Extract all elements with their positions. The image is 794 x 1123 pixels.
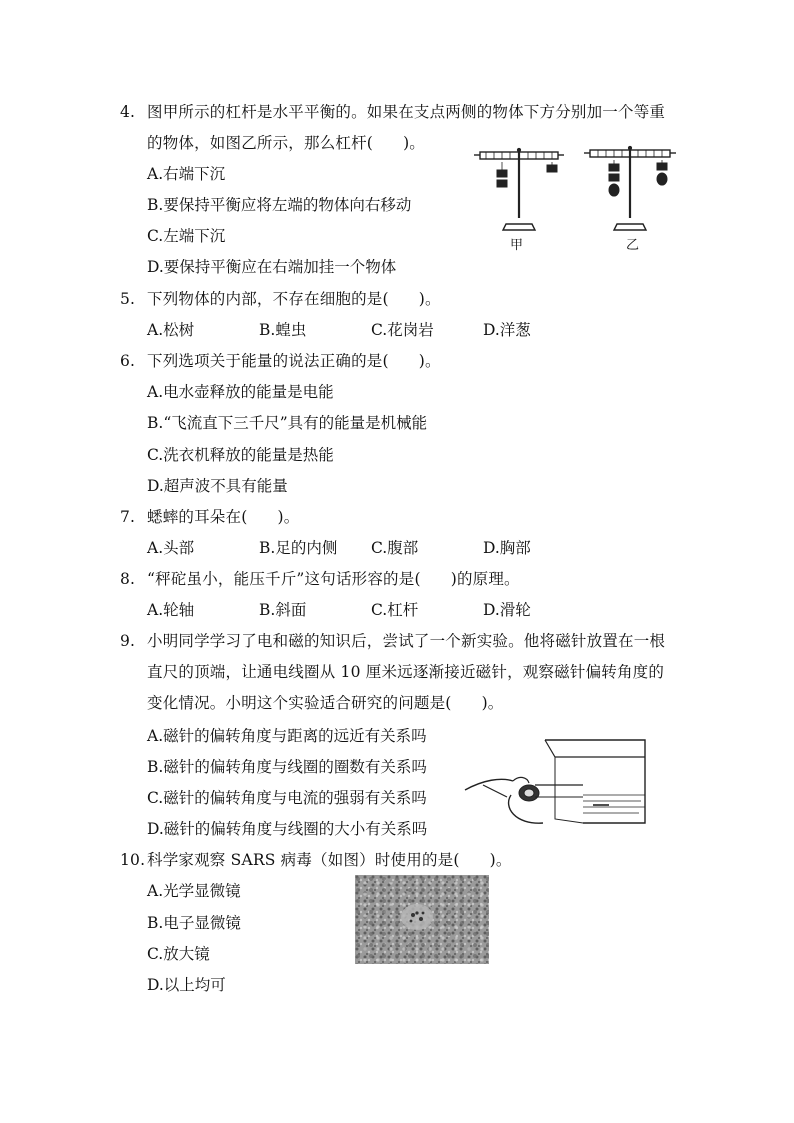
q10-option-b[interactable]: B.电子显微镜 [147,914,241,932]
q7-option-b[interactable]: B.足的内侧 [259,539,338,557]
q4-option-d[interactable]: D.要保持平衡应在右端加挂一个物体 [147,258,397,276]
q5-option-d[interactable]: D.洋葱 [483,321,531,339]
lever-figure [472,140,682,262]
q4-stem-line2 [147,133,425,153]
q4-number: 4. [120,103,136,121]
lever-yi [584,146,676,230]
q7-option-a[interactable]: A.头部 [147,539,195,557]
q5-number: 5. [120,290,136,308]
q9-option-d[interactable]: D.磁针的偏转角度与线圈的大小有关系吗 [147,820,428,838]
q6-option-d[interactable]: D.超声波不具有能量 [147,477,288,495]
q7-option-d[interactable]: D.胸部 [483,539,531,557]
fig-label-jia: 甲 [510,238,524,253]
q10-option-a[interactable]: A.光学显微镜 [147,882,241,900]
q6-option-c[interactable]: C.洗衣机释放的能量是热能 [147,446,334,464]
q8-option-c[interactable]: C.杠杆 [371,601,419,619]
q7-stem-end: )。 [277,508,300,526]
q4-stem-text2b: )。 [403,134,426,152]
q10-option-d[interactable]: D.以上均可 [147,976,226,994]
q9-number: 9. [120,632,136,650]
q9-option-b[interactable]: B.磁针的偏转角度与线圈的圈数有关系吗 [147,758,427,776]
q4-stem-text1: 图甲所示的杠杆是水平平衡的。如果在支点两侧的物体下方分别加一个等重 [147,103,666,121]
q5-stem-end: )。 [418,290,441,308]
q4-option-c[interactable]: C.左端下沉 [147,227,226,245]
q5-stem [120,289,441,309]
q6-stem [120,351,441,371]
q9-stem-end: )。 [481,694,504,712]
q7-number: 7. [120,508,136,526]
q9-option-c[interactable]: C.磁针的偏转角度与电流的强弱有关系吗 [147,789,427,807]
q4-stem-text2a: 的物体，如图乙所示，那么杠杆( [147,134,374,152]
q5-stem-text: 下列物体的内部，不存在细胞的是( [147,290,389,308]
q10-option-c[interactable]: C.放大镜 [147,945,210,963]
q9-stem-text3: 变化情况。小明这个实验适合研究的问题是( [147,694,452,712]
q7-stem-text: 蟋蟀的耳朵在( [147,508,248,526]
q5-option-b[interactable]: B.蝗虫 [259,321,307,339]
q8-stem [120,569,520,589]
q8-option-a[interactable]: A.轮轴 [147,601,195,619]
q9-option-a[interactable]: A.磁针的偏转角度与距离的远近有关系吗 [147,727,427,745]
q10-number: 10. [120,851,146,869]
q10-stem [120,850,512,870]
q8-option-b[interactable]: B.斜面 [259,601,307,619]
q8-option-d[interactable]: D.滑轮 [483,601,531,619]
q7-stem [120,507,299,527]
q4-option-b[interactable]: B.要保持平衡应将左端的物体向右移动 [147,196,412,214]
q8-stem-end: )的原理。 [450,570,520,588]
coil-compass-figure [463,735,649,835]
sars-micrograph-image [355,875,489,964]
q9-stem-text1: 小明同学学习了电和磁的知识后，尝试了一个新实验。他将磁针放置在一根 [147,632,666,650]
q6-stem-text: 下列选项关于能量的说法正确的是( [147,352,389,370]
q5-option-c[interactable]: C.花岗岩 [371,321,434,339]
q9-stem-line1 [120,631,665,651]
q4-option-a[interactable]: A.右端下沉 [147,165,226,183]
q6-option-b[interactable]: B.“飞流直下三千尺”具有的能量是机械能 [147,414,428,432]
q8-number: 8. [120,570,136,588]
fig-label-yi: 乙 [626,238,640,253]
q10-stem-text: 科学家观察 SARS 病毒（如图）时使用的是( [147,851,460,869]
q10-stem-end: )。 [489,851,512,869]
q5-option-a[interactable]: A.松树 [147,321,195,339]
q6-option-a[interactable]: A.电水壶释放的能量是电能 [147,383,334,401]
q7-option-c[interactable]: C.腹部 [371,539,419,557]
q9-stem-line2: 直尺的顶端，让通电线圈从 10 厘米远逐渐接近磁针，观察磁针偏转角度的 [147,663,665,681]
q9-stem-line3 [147,693,504,713]
lever-jia [474,148,564,230]
q6-number: 6. [120,352,136,370]
q4-stem-line1 [120,102,665,122]
q6-stem-end: )。 [418,352,441,370]
q8-stem-text: “秤砣虽小，能压千斤”这句话形容的是( [147,570,421,588]
